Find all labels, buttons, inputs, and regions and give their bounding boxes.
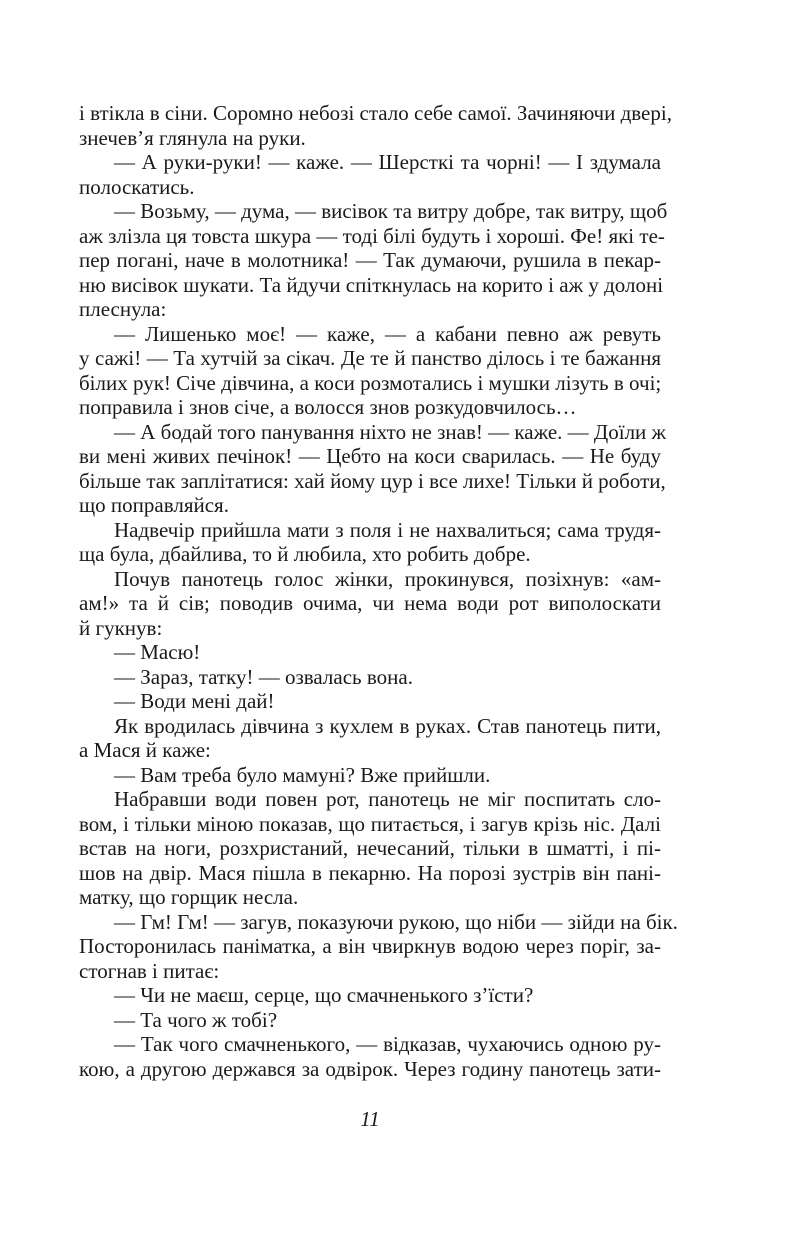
- text-line: — Зараз, татку! — озвалась вона.: [114, 664, 413, 689]
- text-line: ам!» та й сів; поводив очима, чи нема води рот виполоскати: [79, 591, 661, 615]
- text-line: — Так чого смачненького, — відказав, чухаючись одною ру-: [114, 1032, 661, 1056]
- text-line: матку, що горщик несла.: [79, 885, 299, 909]
- text-line: — Та чого ж тобі?: [114, 1007, 278, 1032]
- text-line: полоскатись.: [79, 174, 195, 199]
- text-line: знечев’я глянула на руки.: [79, 125, 306, 150]
- text-line: вом, і тільки міною показав, що питається, і загув крізь ніс. Далі: [79, 811, 661, 836]
- text-line: — А руки-руки! — каже. — Шерсткі та чорні! — І здумала: [114, 150, 661, 174]
- text-line: що поправляйся.: [79, 493, 229, 517]
- text-line: й гукнув:: [79, 615, 163, 640]
- text-line: у сажі! — Та хутчій за сікач. Де те й панство ділось і те бажання: [79, 346, 661, 370]
- text-line: стогнав і питає:: [79, 958, 220, 983]
- text-line: пер погані, наче в молотника! — Так думаючи, рушила в пекар-: [79, 248, 661, 272]
- text-line: Надвечір прийшла мати з поля і не нахвалиться; сама трудя-: [114, 517, 661, 542]
- text-line: поправила і знов січе, а волосся знов розкудовчилось…: [79, 395, 577, 419]
- text-line: — Лишенько моє! — каже, — а кабани певно аж ревуть: [114, 321, 661, 346]
- text-line: — А бодай того панування ніхто не знав! — каже. — Доїли ж: [114, 419, 667, 444]
- text-line: шов на двір. Мася пішла в пекарню. На порозі зустрів він пані-: [79, 860, 661, 885]
- text-line: ню висівок шукати. Та йдучи спіткнулась на корито і аж у долоні: [79, 272, 664, 297]
- text-line: Посторонилась паніматка, а він чвиркнув водою через поріг, за-: [79, 934, 661, 958]
- text-line: — Возьму, — дума, — висівок та витру добре, так витру, щоб: [114, 199, 668, 223]
- text-line: — Вам треба було мамуні? Вже прийшли.: [114, 762, 491, 787]
- text-line: більше так заплітатися: хай йому цур і все лихе! Тільки й роботи,: [79, 468, 666, 493]
- text-line: ща була, дбайлива, то й любила, хто робить добре.: [79, 542, 531, 566]
- text-line: Набравши води повен рот, панотець не міг поспитать сло-: [114, 787, 661, 811]
- text-line: — Масю!: [114, 640, 201, 664]
- text-line: і втікла в сіни. Соромно небозі стало себе самої. Зачиняючи двері,: [79, 101, 672, 125]
- text-line: — Гм! Гм! — загув, показуючи рукою, що ніби — зійди на бік.: [114, 909, 678, 934]
- text-line: ви мені живих печінок! — Цебто на коси сварилась. — Не буду: [79, 444, 661, 468]
- text-line: кою, а другою держався за одвірок. Через годину панотець зати-: [79, 1056, 661, 1081]
- text-line: плеснула:: [79, 297, 167, 321]
- page-number: 11: [360, 1107, 380, 1131]
- text-line: а Мася й каже:: [79, 738, 211, 762]
- text-line: — Води мені дай!: [114, 689, 275, 713]
- text-line: аж злізла ця товста шкура — тоді білі будуть і хороші. Фе! які те-: [79, 223, 665, 248]
- text-line: Як вродилась дівчина з кухлем в руках. Став панотець пити,: [114, 713, 661, 738]
- text-line: Почув панотець голос жінки, прокинувся, позіхнув: «ам-: [114, 566, 661, 591]
- text-line: — Чи не маєш, серце, що смачненького з’їсти?: [114, 983, 534, 1007]
- text-line: встав на ноги, розхристаний, нечесаний, тільки в шматті, і пі-: [79, 836, 661, 860]
- text-line: білих рук! Січе дівчина, а коси розмотались і мушки лізуть в очі;: [79, 370, 662, 395]
- page-body-text: [79, 101, 678, 1081]
